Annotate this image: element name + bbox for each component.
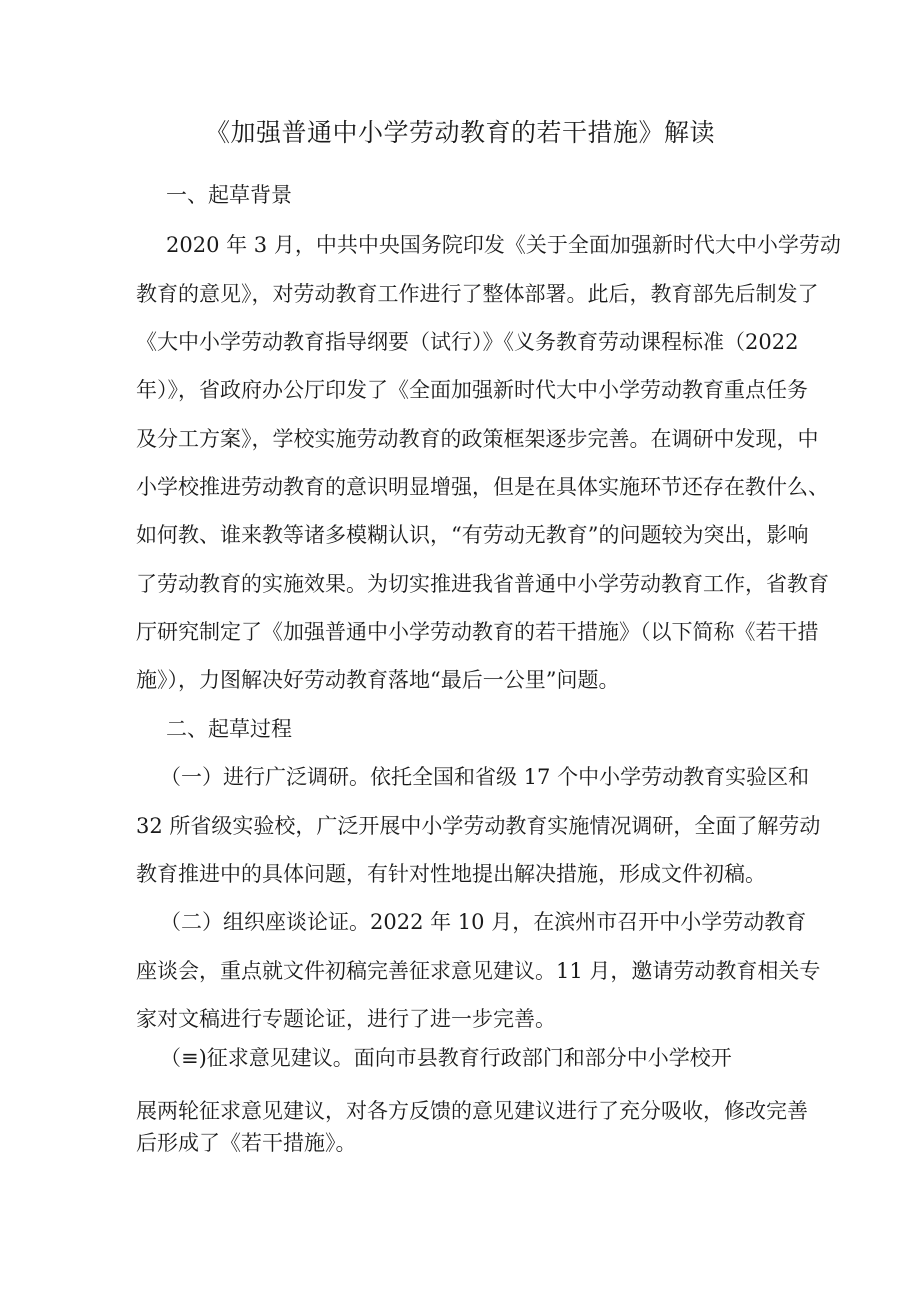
paragraph-line: 如何教、谁来教等诸多模糊认识，“有劳动无教育”的问题较为突出，影响 [136, 523, 809, 547]
paragraph-line: 2020 年 3 月，中共中央国务院印发《关于全面加强新时代大中小学劳动 [166, 233, 841, 257]
paragraph-line: 后形成了《若干措施》。 [136, 1131, 357, 1155]
document-title: 《加强普通中小学劳动教育的若干措施》解读 [204, 118, 715, 147]
paragraph-line: 施》），力图解决好劳动教育落地“最后一公里”问题。 [136, 668, 620, 692]
paragraph-line: 了劳动教育的实施效果。为切实推进我省普通中小学劳动教育工作，省教育 [136, 572, 829, 596]
paragraph-line: 《大中小学劳动教育指导纲要（试行）》《义务教育劳动课程标准（2022 [136, 330, 799, 354]
paragraph-line: （≡)征求意见建议。面向市县教育行政部门和部分中小学校开 [160, 1046, 732, 1070]
paragraph-line: 年）》，省政府办公厅印发了《全面加强新时代大中小学劳动教育重点任务 [136, 378, 808, 402]
section-heading-process: 二、起草过程 [166, 717, 292, 741]
paragraph-line: 家对文稿进行专题论证，进行了进一步完善。 [136, 1007, 556, 1031]
paragraph-line: 教育的意见》，对劳动教育工作进行了整体部署。此后，教育部先后制发了 [136, 282, 819, 306]
paragraph-line: （二）组织座谈论证。2022 年 10 月，在滨州市召开中小学劳动教育 [160, 910, 807, 934]
paragraph-line: 展两轮征求意见建议，对各方反馈的意见建议进行了充分吸收，修改完善 [136, 1099, 808, 1123]
section-heading-background: 一、起草背景 [166, 183, 292, 207]
paragraph-line: 小学校推进劳动教育的意识明显增强，但是在具体实施环节还存在教什么、 [136, 475, 829, 499]
paragraph-line: 教育推进中的具体问题，有针对性地提出解决措施，形成文件初稿。 [136, 862, 766, 886]
paragraph-line: （一）进行广泛调研。依托全国和省级 17 个中小学劳动教育实验区和 [160, 765, 810, 789]
paragraph-line: 32 所省级实验校，广泛开展中小学劳动教育实施情况调研，全面了解劳动 [136, 814, 821, 838]
paragraph-line: 座谈会，重点就文件初稿完善征求意见建议。11 月，邀请劳动教育相关专 [136, 959, 821, 983]
paragraph-line: 厅研究制定了《加强普通中小学劳动教育的若干措施》（以下简称《若干措 [136, 620, 819, 644]
paragraph-line: 及分工方案》，学校实施劳动教育的政策框架逐步完善。在调研中发现，中 [136, 427, 819, 451]
